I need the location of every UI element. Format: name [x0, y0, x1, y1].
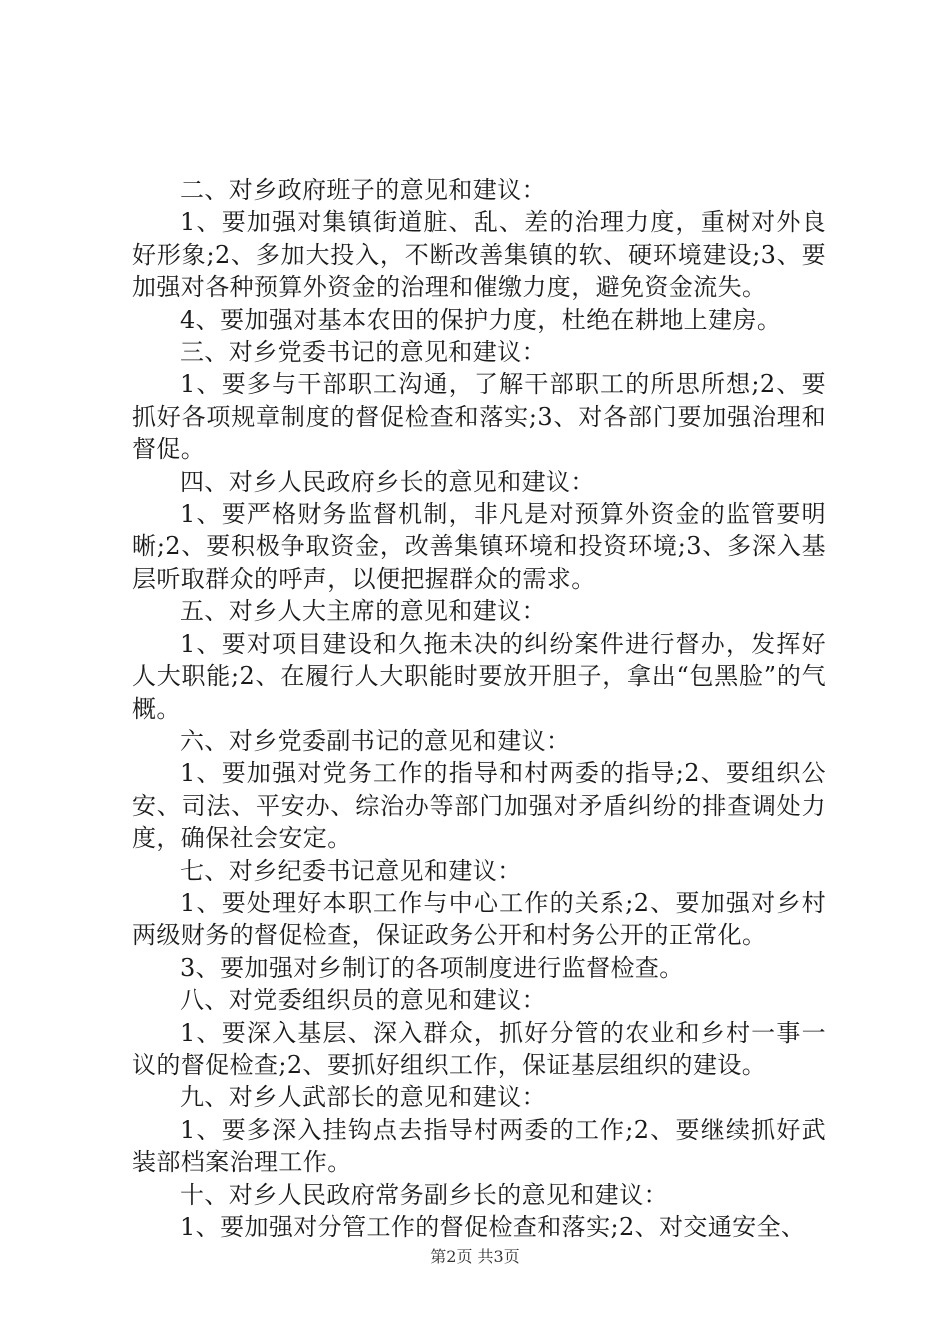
section-heading: 九、对乡人武部长的意见和建议：	[180, 1083, 546, 1112]
paragraph: 1、要深入基层、深入群众，抓好分管的农业和乡村一事一议的督促检查;2、要抓好组织工作，保证基层组织的建设。	[132, 1018, 826, 1079]
paragraph: 1、要对项目建设和久拖未决的纠纷案件进行督办，发挥好人大职能;2、在履行人大职能时要放开胆子，拿出“包黑脸”的气概。	[132, 629, 826, 723]
paragraph: 1、要处理好本职工作与中心工作的关系;2、要加强对乡村两级财务的督促检查，保证政务公开和村务公开的正常化。	[132, 888, 826, 950]
section-heading: 七、对乡纪委书记意见和建议：	[180, 856, 522, 885]
section-heading: 五、对乡人大主席的意见和建议：	[180, 597, 546, 626]
section-heading: 二、对乡政府班子的意见和建议：	[180, 176, 546, 204]
paragraph: 3、要加强对乡制订的各项制度进行监督检查。	[180, 953, 684, 982]
page-number: 第2页 共3页	[430, 1247, 520, 1266]
section-heading: 三、对乡党委书记的意见和建议：	[180, 338, 546, 367]
paragraph: 1、要多深入挂钩点去指导村两委的工作;2、要继续抓好武装部档案治理工作。	[132, 1115, 826, 1177]
section-heading: 十、对乡人民政府常务副乡长的意见和建议：	[180, 1180, 668, 1209]
paragraph: 1、要加强对党务工作的指导和村两委的指导;2、要组织公安、司法、平安办、综治办等部门加强对矛盾纠纷的排查调处力度，确保社会安定。	[132, 759, 826, 853]
paragraph: 4、要加强对基本农田的保护力度，杜绝在耕地上建房。	[180, 305, 782, 334]
paragraph: 1、要加强对集镇街道脏、乱、差的治理力度，重树对外良好形象;2、多加大投入，不断改善集镇的软、硬环境建设;3、要加强对各种预算外资金的治理和催缴力度，避免资金流失。	[132, 208, 826, 302]
document-body	[132, 174, 826, 1243]
paragraph: 1、要加强对分管工作的督促检查和落实;2、对交通安全、	[180, 1213, 806, 1241]
section-heading: 八、对党委组织员的意见和建议：	[180, 986, 546, 1015]
paragraph: 1、要多与干部职工沟通，了解干部职工的所思所想;2、要抓好各项规章制度的督促检查和落实;3、对各部门要加强治理和督促。	[132, 370, 826, 464]
section-heading: 四、对乡人民政府乡长的意见和建议：	[180, 467, 595, 496]
section-heading: 六、对乡党委副书记的意见和建议：	[180, 726, 571, 755]
paragraph: 1、要严格财务监督机制，非凡是对预算外资金的监管要明晰;2、要积极争取资金，改善集镇环境和投资环境;3、多深入基层听取群众的呼声，以便把握群众的需求。	[132, 500, 826, 593]
